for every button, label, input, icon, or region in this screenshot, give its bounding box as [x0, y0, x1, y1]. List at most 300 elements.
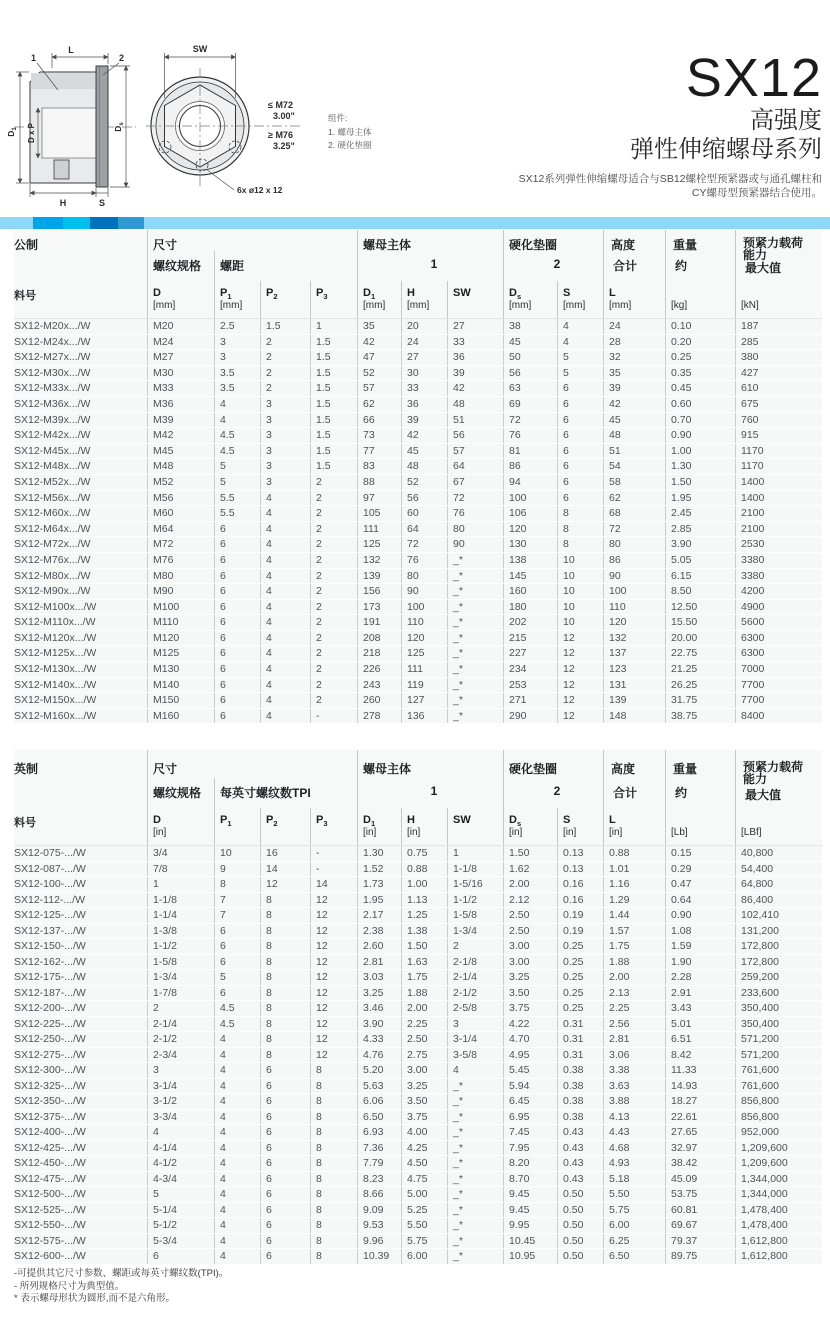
table-cell: SX12-425-.../W [14, 1141, 86, 1154]
table-row [14, 1032, 822, 1048]
column-symbol: H [407, 287, 415, 299]
column-symbol: SW [453, 814, 471, 826]
table-cell: 7700 [735, 678, 822, 693]
group-weight: 重量 [673, 762, 698, 776]
table-cell: 8 [557, 537, 603, 552]
table-cell: 571,200 [735, 1032, 822, 1047]
table-cell: _* [447, 1110, 503, 1125]
table-cell: SX12-M27x.../W [14, 351, 91, 364]
table-cell: 35 [357, 319, 401, 334]
table-cell: 3-1/4 [447, 1032, 503, 1047]
table-cell: SX12-M72x.../W [14, 538, 91, 551]
table-cell: 119 [401, 678, 447, 693]
table-cell: 0.15 [665, 846, 735, 861]
table-cell: 12 [310, 970, 357, 985]
subtitle-2: 弹性伸缩螺母系列 [630, 136, 822, 163]
column-symbol: L [609, 287, 616, 299]
table-cell: 10.39 [357, 1249, 401, 1264]
table-cell: 54 [603, 459, 665, 474]
table-row [14, 862, 822, 878]
table-cell: 32 [603, 350, 665, 365]
table-cell: - [310, 709, 357, 724]
table-cell: 4.93 [603, 1156, 665, 1171]
table-cell: 760 [735, 413, 822, 428]
column-divider [401, 808, 402, 845]
table-cell: 6.15 [665, 569, 735, 584]
table-row [14, 1048, 822, 1064]
table-row [14, 397, 822, 413]
table-cell: 4 [214, 1125, 260, 1140]
table-cell: 2.00 [603, 970, 665, 985]
table-cell: 6 [260, 1249, 310, 1264]
table-cell: 3.90 [665, 537, 735, 552]
table-cell: 1.5 [310, 413, 357, 428]
table-cell: SX12-M160x.../W [14, 709, 97, 722]
table-cell: 3 [214, 350, 260, 365]
table-cell: 66 [357, 413, 401, 428]
table-cell: SX12-087-.../W [14, 862, 86, 875]
group-height: 高度 [611, 762, 636, 776]
table-cell: 1-1/8 [447, 862, 503, 877]
table-cell: 27 [401, 350, 447, 365]
table-cell: 5 [214, 459, 260, 474]
table-cell: 1.5 [310, 428, 357, 443]
table-cell: 4 [214, 1234, 260, 1249]
table-cell: 10 [557, 615, 603, 630]
table-cell: 4 [260, 537, 310, 552]
column-divider [214, 778, 215, 845]
table-cell: M33 [147, 381, 214, 396]
table-cell: 52 [357, 366, 401, 381]
table-cell: _* [447, 1249, 503, 1264]
table-cell: SX12-400-.../W [14, 1126, 86, 1138]
part-number-header: 料号 [14, 290, 36, 302]
table-cell: M100 [147, 600, 214, 615]
table-cell: 0.88 [603, 846, 665, 861]
table-cell: 1.30 [357, 846, 401, 861]
table-cell: 1.25 [401, 908, 447, 923]
table-cell: SX12-125-.../W [14, 909, 86, 921]
table-cell: 102,410 [735, 908, 822, 923]
table-row [14, 678, 822, 694]
table-cell: 0.88 [401, 862, 447, 877]
table-cell: 8 [260, 939, 310, 954]
table-cell: 0.38 [557, 1063, 603, 1078]
table-cell: 8.20 [503, 1156, 557, 1171]
table-cell: 69.67 [665, 1218, 735, 1233]
table-cell: 6 [260, 1203, 310, 1218]
table-cell: 4-1/4 [147, 1141, 214, 1156]
table-cell: 4-3/4 [147, 1172, 214, 1187]
table-cell: SX12-M30x.../W [14, 366, 91, 379]
table-cell: 39 [401, 413, 447, 428]
table-cell: 1.29 [603, 893, 665, 908]
table-cell: 3.03 [357, 970, 401, 985]
column-symbol: $D_1$ [363, 814, 376, 829]
table-cell: 253 [503, 678, 557, 693]
note-m76: ≥ M76 [268, 130, 293, 140]
table-cell: _* [447, 584, 503, 599]
table-cell: 132 [357, 553, 401, 568]
table-cell: 3 [147, 1063, 214, 1078]
table-cell: 8 [260, 970, 310, 985]
table-cell: 5.05 [665, 553, 735, 568]
metric-table-body [14, 319, 822, 724]
table-row [14, 924, 822, 940]
table-cell: 4.5 [214, 1017, 260, 1032]
table-cell: _* [447, 709, 503, 724]
table-cell: 1.90 [665, 955, 735, 970]
table-cell: 5.01 [665, 1017, 735, 1032]
table-cell: 2 [310, 631, 357, 646]
table-cell: 2.56 [603, 1017, 665, 1032]
table-cell: 4200 [735, 584, 822, 599]
table-cell: 0.50 [557, 1187, 603, 1202]
table-cell: 12 [557, 631, 603, 646]
table-cell: 4 [214, 1110, 260, 1125]
table-cell: 2.50 [401, 1032, 447, 1047]
table-cell: 2 [310, 662, 357, 677]
table-cell: 8 [310, 1110, 357, 1125]
table-cell: 2 [147, 1001, 214, 1016]
table-cell: 51 [603, 444, 665, 459]
table-cell: 6 [557, 381, 603, 396]
table-cell: 2 [260, 350, 310, 365]
table-cell: 4 [214, 1094, 260, 1109]
table-cell: 0.31 [557, 1048, 603, 1063]
table-cell: 4 [260, 553, 310, 568]
table-cell: 6 [214, 939, 260, 954]
table-cell: 6 [214, 631, 260, 646]
table-cell: 6 [214, 553, 260, 568]
table-cell: 6.25 [603, 1234, 665, 1249]
table-cell: 4 [447, 1063, 503, 1078]
column-divider [557, 808, 558, 845]
table-cell: 6.51 [665, 1032, 735, 1047]
table-cell: 6 [214, 600, 260, 615]
table-cell: 1-3/4 [147, 970, 214, 985]
group-height-total: 合计 [613, 259, 638, 273]
table-cell: 0.31 [557, 1017, 603, 1032]
table-row [14, 908, 822, 924]
table-cell: M56 [147, 491, 214, 506]
table-cell: 2-1/4 [147, 1017, 214, 1032]
table-cell: 27.65 [665, 1125, 735, 1140]
table-cell: 12 [557, 709, 603, 724]
table-cell: 3.88 [603, 1094, 665, 1109]
table-cell: 4 [214, 1063, 260, 1078]
table-row [14, 1249, 822, 1265]
table-cell: 173 [357, 600, 401, 615]
table-cell: 45 [503, 335, 557, 350]
table-row [14, 1063, 822, 1079]
table-cell: 111 [401, 662, 447, 677]
group-weight-approx: 约 [675, 786, 688, 800]
table-cell: 156 [357, 584, 401, 599]
table-cell: 57 [447, 444, 503, 459]
table-cell: 12.50 [665, 600, 735, 615]
group-nut-number: 1 [430, 257, 438, 271]
table-cell: SX12-112-.../W [14, 893, 85, 906]
table-cell: 675 [735, 397, 822, 412]
table-cell: 0.20 [665, 335, 735, 350]
table-cell: 11.33 [665, 1063, 735, 1078]
group-thread-spec: 螺纹规格 [153, 786, 202, 800]
table-cell: 8 [260, 1017, 310, 1032]
table-cell: 72 [401, 537, 447, 552]
group-preload-line2: 能力 [743, 772, 768, 786]
table-cell: 18.27 [665, 1094, 735, 1109]
product-description [519, 172, 822, 200]
table-cell: 1.75 [401, 970, 447, 985]
table-cell: 6 [557, 475, 603, 490]
table-cell: 3.06 [603, 1048, 665, 1063]
table-cell: 6.95 [503, 1110, 557, 1125]
table-cell: 259,200 [735, 970, 822, 985]
table-cell: 64 [401, 522, 447, 537]
table-cell: 271 [503, 693, 557, 708]
table-cell: 4 [214, 1249, 260, 1264]
table-cell: 86 [603, 553, 665, 568]
table-row [14, 1125, 822, 1141]
table-cell: 24 [603, 319, 665, 334]
table-cell: SX12-450-.../W [14, 1157, 86, 1169]
table-cell: _* [447, 1218, 503, 1233]
table-cell: 45.09 [665, 1172, 735, 1187]
table-row [14, 553, 822, 569]
table-cell: 6 [214, 955, 260, 970]
table-cell: 6 [260, 1110, 310, 1125]
table-cell: 8 [310, 1063, 357, 1078]
table-cell: M52 [147, 475, 214, 490]
accent-bar-segment [33, 217, 63, 229]
table-cell: 3.43 [665, 1001, 735, 1016]
table-cell: 4.95 [503, 1048, 557, 1063]
table-cell: 8.50 [665, 584, 735, 599]
column-symbol: $P_1$ [220, 287, 232, 302]
table-cell: 1.16 [603, 877, 665, 892]
table-row [14, 569, 822, 585]
table-cell: 136 [401, 709, 447, 724]
column-symbol: SW [453, 287, 471, 299]
table-cell: 2.17 [357, 908, 401, 923]
table-cell: 1,344,000 [735, 1187, 822, 1202]
table-cell: SX12-075-.../W [14, 847, 86, 859]
table-cell: M30 [147, 366, 214, 381]
column-divider [665, 230, 666, 318]
table-cell: 1,612,800 [735, 1234, 822, 1249]
table-cell: 4 [214, 1218, 260, 1233]
callout-1: 1 [31, 53, 37, 63]
table-cell: 172,800 [735, 939, 822, 954]
table-cell: 68 [603, 506, 665, 521]
table-cell: 7000 [735, 662, 822, 677]
table-cell: SX12-M80x.../W [14, 569, 91, 582]
table-cell: 4 [260, 491, 310, 506]
table-region-label: 公制 [14, 238, 39, 252]
column-unit: [mm] [153, 300, 176, 311]
table-row [14, 491, 822, 507]
legend-item-2: 2. 硬化垫圈 [328, 140, 372, 150]
table-cell: 380 [735, 350, 822, 365]
table-cell: SX12-M130x.../W [14, 663, 97, 676]
table-cell: 110 [401, 615, 447, 630]
footnote-1: -可提供其它尺寸参数、螺距或每英寸螺纹数(TPI)。 [14, 1268, 229, 1279]
table-row [14, 846, 822, 862]
group-thread-spec: 螺纹规格 [153, 259, 202, 273]
footnote-2: - 所列规格尺寸为典型值。 [14, 1280, 125, 1292]
table-cell: 0.64 [665, 893, 735, 908]
table-cell: _* [447, 1094, 503, 1109]
table-cell: 1.50 [665, 475, 735, 490]
table-cell: 5.20 [357, 1063, 401, 1078]
table-cell: 131,200 [735, 924, 822, 939]
table-cell: 4.22 [503, 1017, 557, 1032]
table-cell: 2.50 [503, 908, 557, 923]
table-cell: 62 [603, 491, 665, 506]
table-cell: 10 [557, 600, 603, 615]
table-cell: 8 [214, 877, 260, 892]
table-cell: 10 [557, 569, 603, 584]
table-cell: 427 [735, 366, 822, 381]
table-cell: 0.29 [665, 862, 735, 877]
table-cell: 2.81 [357, 955, 401, 970]
table-cell: M120 [147, 631, 214, 646]
table-cell: 2.85 [665, 522, 735, 537]
table-row [14, 1141, 822, 1157]
imperial-table-body [14, 846, 822, 1265]
table-cell: 856,800 [735, 1094, 822, 1109]
table-cell: 4.68 [603, 1141, 665, 1156]
table-cell: _* [447, 678, 503, 693]
table-cell: 3 [260, 444, 310, 459]
table-cell: 4 [557, 335, 603, 350]
table-cell: 7 [214, 908, 260, 923]
table-cell: 8 [557, 506, 603, 521]
table-cell: 3.25 [503, 970, 557, 985]
table-cell: 0.90 [665, 428, 735, 443]
table-cell: 2 [310, 522, 357, 537]
group-pitch: 每英寸螺纹数TPI [220, 786, 311, 800]
table-cell: 63 [503, 381, 557, 396]
table-cell: 1.63 [401, 955, 447, 970]
table-cell: 2.28 [665, 970, 735, 985]
table-cell: SX12-137-.../W [14, 924, 86, 937]
table-cell: 610 [735, 381, 822, 396]
table-cell: 40,800 [735, 846, 822, 861]
description-line-2: CY螺母型预紧器结合使用。 [691, 187, 822, 199]
table-cell: 2 [310, 537, 357, 552]
table-cell: 8 [310, 1079, 357, 1094]
table-cell: 5.18 [603, 1172, 665, 1187]
table-row [14, 955, 822, 971]
table-cell: 4 [214, 1156, 260, 1171]
table-cell: 8.23 [357, 1172, 401, 1187]
table-cell: SX12-M36x.../W [14, 397, 91, 410]
table-cell: 145 [503, 569, 557, 584]
table-cell: 1,478,400 [735, 1218, 822, 1233]
table-cell: 73 [357, 428, 401, 443]
table-cell: 1-1/2 [147, 939, 214, 954]
table-cell: SX12-M76x.../W [14, 553, 91, 566]
table-cell: 6 [214, 709, 260, 724]
column-unit: [mm] [563, 300, 586, 311]
table-cell: 1 [310, 319, 357, 334]
table-cell: _* [447, 1234, 503, 1249]
title-block [519, 50, 822, 200]
table-cell: SX12-M20x.../W [14, 320, 91, 332]
table-cell: 72 [603, 522, 665, 537]
table-cell: 0.50 [557, 1218, 603, 1233]
table-row [14, 1094, 822, 1110]
table-cell: SX12-M64x.../W [14, 522, 91, 535]
table-row [14, 459, 822, 475]
table-cell: 2 [310, 569, 357, 584]
table-cell: 28 [603, 335, 665, 350]
table-cell: 12 [310, 1048, 357, 1063]
table-cell: 139 [603, 693, 665, 708]
table-cell: 0.13 [557, 862, 603, 877]
table-cell: 350,400 [735, 1001, 822, 1016]
table-cell: 2 [260, 335, 310, 350]
table-cell: 5600 [735, 615, 822, 630]
table-cell: 2.00 [401, 1001, 447, 1016]
table-cell: 233,600 [735, 986, 822, 1001]
table-cell: 89.75 [665, 1249, 735, 1264]
table-cell: 6.50 [603, 1249, 665, 1264]
table-cell: 0.43 [557, 1141, 603, 1156]
table-cell: 139 [357, 569, 401, 584]
column-symbol: $P_3$ [316, 814, 328, 829]
table-cell: 8 [310, 1172, 357, 1187]
table-cell: 26.25 [665, 678, 735, 693]
table-cell: 2.12 [503, 893, 557, 908]
table-cell: 6 [557, 428, 603, 443]
column-symbol: $P_2$ [266, 287, 278, 302]
table-cell: 4.5 [214, 1001, 260, 1016]
table-cell: 132 [603, 631, 665, 646]
table-cell: SX12-M120x.../W [14, 631, 97, 644]
column-divider [557, 281, 558, 318]
table-cell: 6 [214, 924, 260, 939]
table-cell: 2.60 [357, 939, 401, 954]
table-cell: 226 [357, 662, 401, 677]
table-cell: 2-1/4 [447, 970, 503, 985]
table-cell: 4 [214, 1048, 260, 1063]
table-cell: 9.45 [503, 1203, 557, 1218]
table-cell: 56 [401, 491, 447, 506]
table-cell: 5 [557, 350, 603, 365]
table-cell: 1.5 [310, 444, 357, 459]
table-cell: 2.13 [603, 986, 665, 1001]
table-cell: 1.57 [603, 924, 665, 939]
table-cell: 4 [260, 506, 310, 521]
table-cell: 1.30 [665, 459, 735, 474]
table-cell: 6 [214, 584, 260, 599]
table-row [14, 1187, 822, 1203]
table-cell: 761,600 [735, 1079, 822, 1094]
table-cell: 90 [401, 584, 447, 599]
table-cell: 131 [603, 678, 665, 693]
table-cell: 7700 [735, 693, 822, 708]
table-cell: 62 [357, 397, 401, 412]
table-row [14, 537, 822, 553]
component-legend [328, 112, 371, 153]
column-symbol: $P_3$ [316, 287, 328, 302]
table-cell: 60 [401, 506, 447, 521]
table-cell: 5 [214, 970, 260, 985]
table-cell: 1.50 [401, 939, 447, 954]
